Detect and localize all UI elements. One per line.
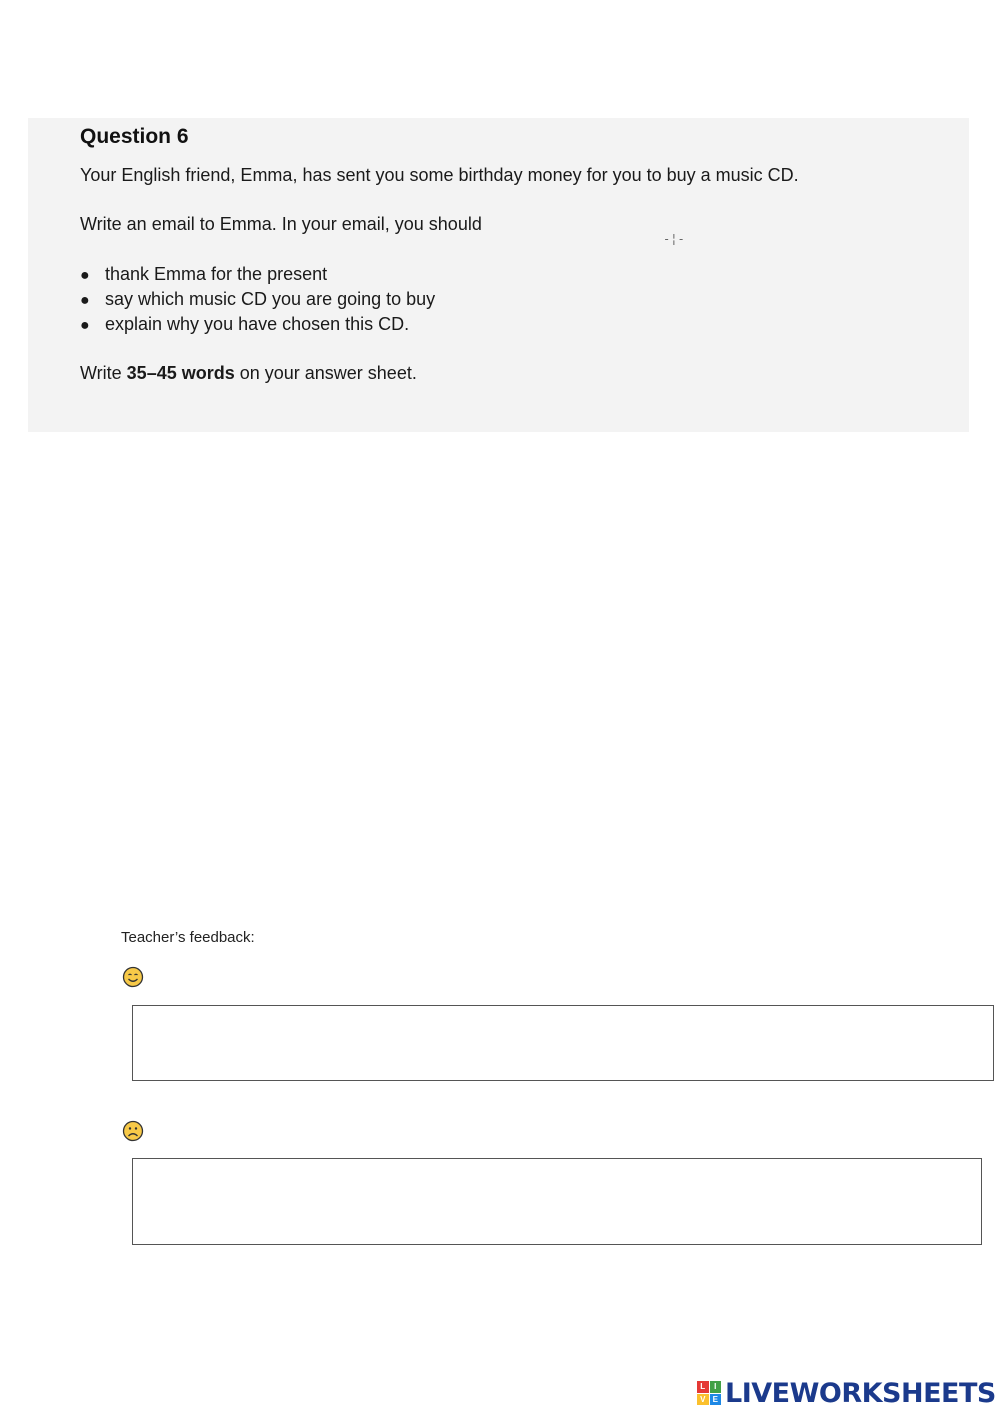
logo-letter: L bbox=[697, 1381, 709, 1393]
bullet-icon: ● bbox=[80, 292, 90, 309]
word-count-prefix: Write bbox=[80, 363, 127, 383]
bullet-icon: ● bbox=[80, 317, 90, 334]
logo-letter: E bbox=[710, 1394, 722, 1406]
frowning-face-icon bbox=[122, 1120, 144, 1142]
question-instruction: Write an email to Emma. In your email, you should bbox=[80, 214, 482, 234]
list-item bbox=[80, 288, 435, 313]
bullet-icon: ● bbox=[80, 267, 90, 284]
brand-name: LIVEWORKSHEETS bbox=[725, 1377, 996, 1409]
word-count-suffix: on your answer sheet. bbox=[234, 363, 417, 383]
crosshair-cursor-icon: -¦- bbox=[663, 232, 685, 246]
logo-letter: I bbox=[710, 1381, 722, 1393]
question-intro: Your English friend, Emma, has sent you some birthday money for you to buy a music CD. bbox=[80, 165, 799, 185]
list-item bbox=[80, 313, 435, 338]
list-item bbox=[80, 263, 435, 288]
logo-letter: V bbox=[697, 1394, 709, 1406]
task-bullet-list bbox=[80, 263, 435, 338]
bullet-text: thank Emma for the present bbox=[105, 264, 328, 284]
smiling-face-icon bbox=[122, 966, 144, 988]
bullet-text: say which music CD you are going to buy bbox=[105, 289, 436, 309]
word-count-emphasis: 35–45 words bbox=[126, 363, 235, 383]
positive-feedback-field[interactable] bbox=[132, 1005, 994, 1081]
liveworksheets-logo-icon bbox=[697, 1381, 721, 1405]
liveworksheets-logo bbox=[697, 1376, 996, 1410]
feedback-label: Teacher’s feedback: bbox=[121, 929, 255, 946]
negative-feedback-field[interactable] bbox=[132, 1158, 982, 1245]
word-count-instruction bbox=[80, 363, 417, 384]
bullet-text: explain why you have chosen this CD. bbox=[105, 314, 410, 334]
question-title: Question 6 bbox=[80, 125, 189, 148]
